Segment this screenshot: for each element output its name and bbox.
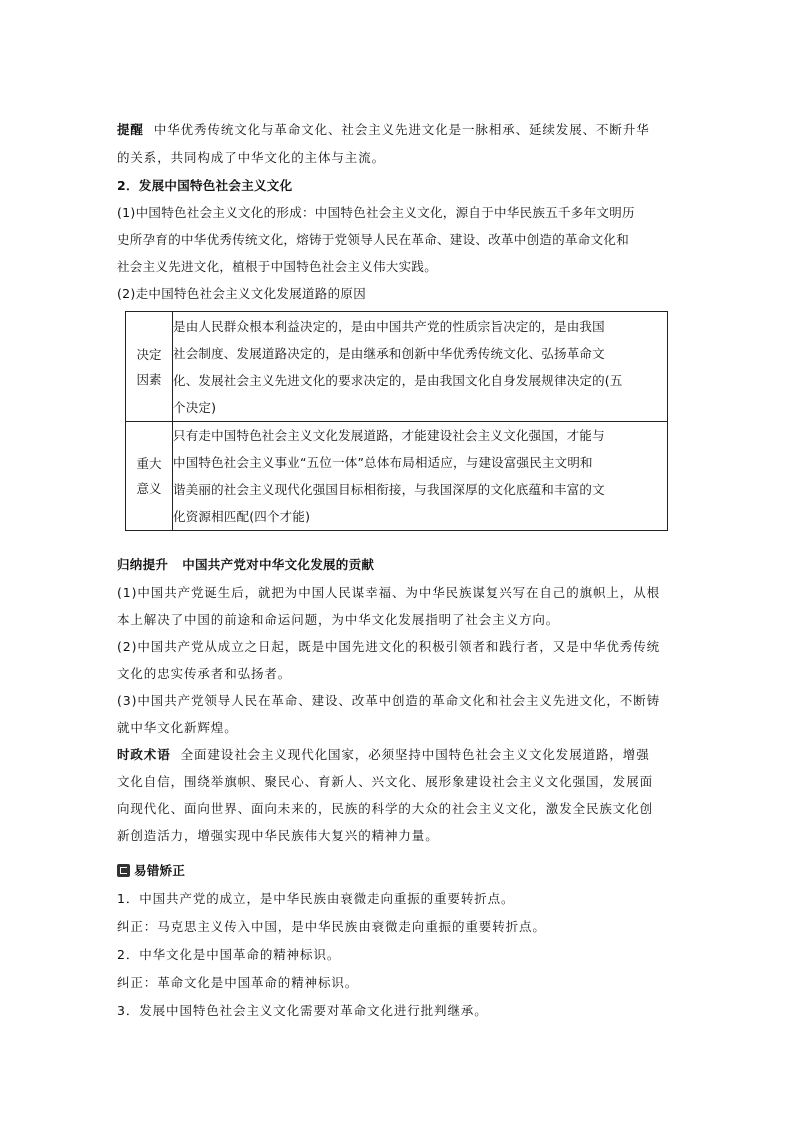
paragraph-line: 社会主义先进文化，植根于中国特色社会主义伟大实践。 xyxy=(117,259,438,274)
section-heading: 2．发展中国特色社会主义文化 xyxy=(117,178,293,193)
table-row xyxy=(126,312,668,422)
row-content-line: 谐美丽的社会主义现代化强国目标相衔接，与我国深厚的文化底蕴和丰富的文 xyxy=(173,482,605,497)
row-content-line: 个决定) xyxy=(173,399,217,415)
corrections-title: 易错矫正 xyxy=(134,863,186,878)
reasons-table xyxy=(125,311,668,531)
correction-line: 3．发展中国特色社会主义文化需要对革命文化进行批判继承。 xyxy=(117,1003,488,1018)
row-header xyxy=(126,422,173,531)
summary-line: (1)中国共产党诞生后，就把为中国人民谋幸福、为中华民族谋复兴写在自己的旗帜上，从根 xyxy=(117,585,661,600)
corrections-heading xyxy=(117,862,185,880)
summary-line: 就中华文化新辉煌。 xyxy=(117,720,238,735)
row-header xyxy=(126,312,173,422)
correction-line: 纠正：马克思主义传入中国，是中华民族由衰微走向重振的重要转折点。 xyxy=(117,919,546,934)
paragraph-line: (1)中国特色社会主义文化的形成：中国特色社会主义文化，源自于中华民族五千多年文明历 xyxy=(117,205,635,220)
terms-line: 新创造活力，增强实现中华民族伟大复兴的精神力量。 xyxy=(117,828,439,843)
row-content-line: 中国特色社会主义事业“五位一体”总体布局相适应，与建设富强民主文明和 xyxy=(173,455,593,470)
tip-text-1: 中华优秀传统文化与革命文化、社会主义先进文化是一脉相承、延续发展、不断升华 xyxy=(153,122,650,137)
row-content xyxy=(173,422,668,531)
summary-line: (3)中国共产党领导人民在革命、建设、改革中创造的革命文化和社会主义先进文化，不断铸 xyxy=(117,693,661,708)
tip-label: 提醒 xyxy=(117,122,144,137)
summary-line: 文化的忠实传承者和弘扬者。 xyxy=(117,666,292,681)
terms-text-1: 全面建设社会主义现代化国家，必须坚持中国特色社会主义文化发展道路，增强 xyxy=(180,747,650,762)
row-header-line: 意义 xyxy=(136,481,162,496)
row-content-line: 社会制度、发展道路决定的，是由继承和创新中华优秀传统文化、弘扬革命文 xyxy=(173,345,605,361)
subheading: (2)走中国特色社会主义文化发展道路的原因 xyxy=(117,286,367,301)
paragraph-line: 史所孕育的中华优秀传统文化，熔铸于党领导人民在革命、建设、改革中创造的革命文化和 xyxy=(117,232,630,247)
summary-title: 中国共产党对中华文化发展的贡献 xyxy=(182,557,375,572)
row-header-line: 因素 xyxy=(136,371,162,387)
summary-heading xyxy=(117,556,374,574)
row-header-line: 重大 xyxy=(136,456,162,471)
row-content-line: 化、发展社会主义先进文化的要求决定的，是由我国文化自身发展规律决定的(五 xyxy=(173,372,623,388)
summary-label: 归纳提升 xyxy=(117,557,169,572)
row-content xyxy=(173,312,668,422)
summary-line: 本上解决了中国的前途和命运问题，为中华文化发展指明了社会主义方向。 xyxy=(117,612,560,627)
terms-line-1 xyxy=(117,746,650,764)
terms-label: 时政术语 xyxy=(117,747,171,762)
tip-line-1 xyxy=(117,121,650,139)
row-content-line: 只有走中国特色社会主义文化发展道路，才能建设社会主义文化强国，才能与 xyxy=(173,428,605,443)
row-content-line: 化资源相匹配(四个才能) xyxy=(173,509,311,524)
correction-line: 2．中华文化是中国革命的精神标识。 xyxy=(117,947,341,962)
correction-line: 纠正：革命文化是中国革命的精神标识。 xyxy=(117,975,359,990)
row-header-line: 决定 xyxy=(136,346,162,362)
table-row xyxy=(126,422,668,531)
terms-line: 向现代化、面向世界、面向未来的，民族的科学的大众的社会主义文化，激发全民族文化创 xyxy=(117,801,654,816)
correction-section-icon xyxy=(117,864,130,877)
row-content-line: 是由人民群众根本利益决定的，是由中国共产党的性质宗旨决定的，是由我国 xyxy=(173,318,605,334)
correction-line: 1．中国共产党的成立，是中华民族由衰微走向重振的重要转折点。 xyxy=(117,891,515,906)
summary-line: (2)中国共产党从成立之日起，既是中国先进文化的积极引领者和践行者，又是中华优秀传统 xyxy=(117,639,661,654)
tip-line-2: 的关系，共同构成了中华文化的主体与主流。 xyxy=(117,150,386,165)
terms-line: 文化自信，围绕举旗帜、聚民心、育新人、兴文化、展形象建设社会主义文化强国，发展面 xyxy=(117,774,654,789)
